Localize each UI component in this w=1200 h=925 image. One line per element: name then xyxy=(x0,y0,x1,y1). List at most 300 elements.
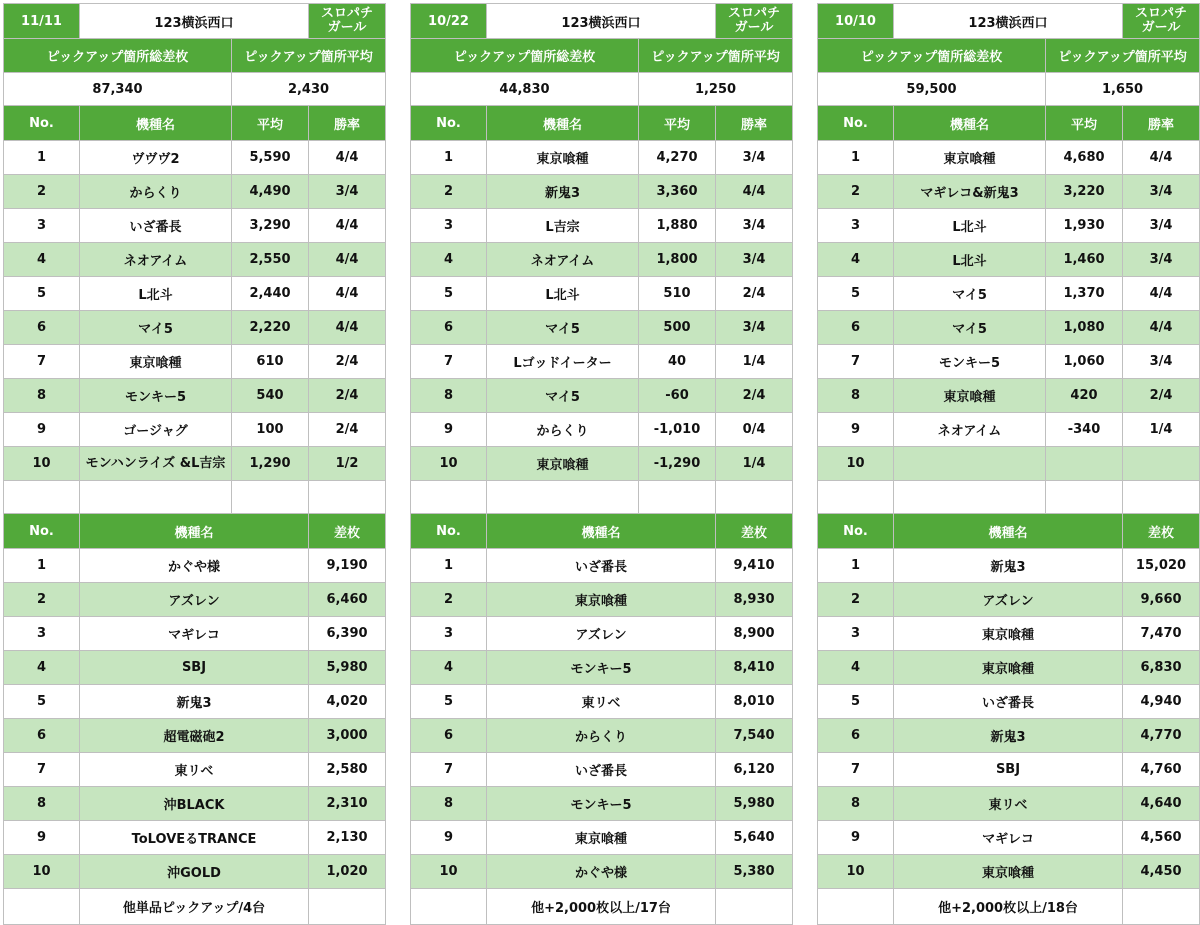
brand-label: スロパチガール xyxy=(1123,4,1200,39)
rank-cell: 9 xyxy=(411,821,487,855)
machine-name-cell: からくり xyxy=(80,175,232,209)
bottom-table-row xyxy=(411,753,793,787)
machine-name-cell: いざ番長 xyxy=(487,753,716,787)
rank-cell: 6 xyxy=(411,311,487,345)
win-rate-cell: 4/4 xyxy=(1123,277,1200,311)
total-label: ピックアップ箇所総差枚 xyxy=(818,39,1046,73)
machine-name-cell: 新鬼3 xyxy=(80,685,309,719)
average-cell: 5,590 xyxy=(232,141,309,175)
bottom-table-row xyxy=(818,719,1200,753)
machine-name-cell: 東京喰種 xyxy=(80,345,232,379)
diff-cell: 9,410 xyxy=(716,549,793,583)
win-rate-cell: 1/2 xyxy=(309,447,386,481)
bottom-table-row xyxy=(411,549,793,583)
machine-name-cell: マイ5 xyxy=(487,379,639,413)
rank-cell: 9 xyxy=(818,821,894,855)
bottom-table-row xyxy=(4,821,386,855)
top-header-cell: No. xyxy=(4,106,80,141)
diff-cell: 4,560 xyxy=(1123,821,1200,855)
top-table-row xyxy=(411,175,793,209)
rank-cell: 9 xyxy=(4,821,80,855)
footer-row xyxy=(4,889,386,925)
machine-name-cell: マイ5 xyxy=(487,311,639,345)
diff-cell: 4,450 xyxy=(1123,855,1200,889)
rank-cell: 6 xyxy=(4,719,80,753)
total-label: ピックアップ箇所総差枚 xyxy=(411,39,639,73)
bottom-table-row xyxy=(4,787,386,821)
machine-name-cell xyxy=(894,447,1046,481)
diff-cell: 4,020 xyxy=(309,685,386,719)
rank-cell: 6 xyxy=(411,719,487,753)
machine-name-cell: 東京喰種 xyxy=(894,617,1123,651)
machine-name-cell: モンキー5 xyxy=(894,345,1046,379)
bottom-table-row xyxy=(411,855,793,889)
footer-note: 他+2,000枚以上/18台 xyxy=(894,889,1123,925)
machine-name-cell: アズレン xyxy=(894,583,1123,617)
top-header-cell: 勝率 xyxy=(1123,106,1200,141)
rank-cell: 2 xyxy=(411,175,487,209)
diff-cell: 4,760 xyxy=(1123,753,1200,787)
machine-name-cell: いざ番長 xyxy=(894,685,1123,719)
panel-date: 10/22 xyxy=(411,4,487,39)
brand-label: スロパチガール xyxy=(716,4,793,39)
average-cell: 3,290 xyxy=(232,209,309,243)
rank-cell: 5 xyxy=(818,277,894,311)
average-label: ピックアップ箇所平均 xyxy=(639,39,793,73)
rank-cell: 4 xyxy=(411,243,487,277)
bottom-table-header xyxy=(411,514,793,549)
bottom-table-row xyxy=(4,617,386,651)
top-table-row xyxy=(4,277,386,311)
average-cell: 500 xyxy=(639,311,716,345)
average-cell: 4,490 xyxy=(232,175,309,209)
top-table-row xyxy=(411,345,793,379)
machine-name-cell: ネオアイム xyxy=(487,243,639,277)
machine-name-cell: モンハンライズ &L吉宗 xyxy=(80,447,232,481)
top-table-row xyxy=(4,311,386,345)
total-label: ピックアップ箇所総差枚 xyxy=(4,39,232,73)
top-table-header xyxy=(4,106,386,141)
bottom-table-row xyxy=(818,583,1200,617)
machine-name-cell: ネオアイム xyxy=(80,243,232,277)
average-cell: 1,290 xyxy=(232,447,309,481)
rank-cell: 10 xyxy=(818,447,894,481)
average-cell: 510 xyxy=(639,277,716,311)
rank-cell: 9 xyxy=(4,413,80,447)
bottom-table-row xyxy=(818,685,1200,719)
top-table-row xyxy=(818,175,1200,209)
bottom-table-row xyxy=(4,583,386,617)
machine-name-cell: マイ5 xyxy=(894,277,1046,311)
bottom-table-row xyxy=(818,855,1200,889)
machine-name-cell: マギレコ&新鬼3 xyxy=(894,175,1046,209)
spacer-cell xyxy=(716,481,793,514)
average-cell: 1,800 xyxy=(639,243,716,277)
win-rate-cell: 2/4 xyxy=(309,379,386,413)
panel-title-row xyxy=(411,4,793,39)
bottom-table-row xyxy=(411,787,793,821)
rank-cell: 7 xyxy=(818,753,894,787)
machine-name-cell: ゴージャグ xyxy=(80,413,232,447)
machine-name-cell: 東京喰種 xyxy=(894,141,1046,175)
rank-cell: 7 xyxy=(4,345,80,379)
machine-name-cell: かぐや様 xyxy=(487,855,716,889)
average-cell: 420 xyxy=(1046,379,1123,413)
machine-name-cell: SBJ xyxy=(894,753,1123,787)
spacer-row xyxy=(4,481,386,514)
average-cell: -60 xyxy=(639,379,716,413)
machine-name-cell: からくり xyxy=(487,413,639,447)
rank-cell: 7 xyxy=(4,753,80,787)
machine-name-cell: 沖GOLD xyxy=(80,855,309,889)
average-cell xyxy=(1046,447,1123,481)
top-header-cell: 機種名 xyxy=(487,106,639,141)
bottom-table-row xyxy=(818,651,1200,685)
rank-cell: 8 xyxy=(818,787,894,821)
summary-label-row xyxy=(818,39,1200,73)
bottom-table-header xyxy=(4,514,386,549)
rank-cell: 1 xyxy=(818,141,894,175)
bottom-table-row xyxy=(411,617,793,651)
machine-name-cell: 東リベ xyxy=(80,753,309,787)
win-rate-cell: 3/4 xyxy=(1123,345,1200,379)
machine-name-cell: 東京喰種 xyxy=(487,141,639,175)
top-table-row xyxy=(411,413,793,447)
spacer-cell xyxy=(80,481,232,514)
machine-name-cell: モンキー5 xyxy=(487,651,716,685)
win-rate-cell: 2/4 xyxy=(1123,379,1200,413)
top-table-row xyxy=(818,413,1200,447)
rank-cell: 3 xyxy=(4,209,80,243)
win-rate-cell: 3/4 xyxy=(1123,243,1200,277)
total-value: 87,340 xyxy=(4,73,232,106)
rank-cell: 3 xyxy=(411,209,487,243)
footer-blank-cell xyxy=(309,889,386,925)
top-table-row xyxy=(411,447,793,481)
win-rate-cell: 2/4 xyxy=(309,345,386,379)
bottom-table-row xyxy=(4,855,386,889)
win-rate-cell: 1/4 xyxy=(1123,413,1200,447)
bottom-table-row xyxy=(4,753,386,787)
rank-cell: 10 xyxy=(411,855,487,889)
spacer-cell xyxy=(639,481,716,514)
machine-name-cell: からくり xyxy=(487,719,716,753)
rank-cell: 1 xyxy=(4,141,80,175)
diff-cell: 7,540 xyxy=(716,719,793,753)
bottom-header-cell: 差枚 xyxy=(1123,514,1200,549)
win-rate-cell: 4/4 xyxy=(309,243,386,277)
footer-note: 他単品ピックアップ/4台 xyxy=(80,889,309,925)
average-cell: 40 xyxy=(639,345,716,379)
top-table-row xyxy=(411,311,793,345)
bottom-header-cell: 差枚 xyxy=(309,514,386,549)
rank-cell: 10 xyxy=(4,447,80,481)
footer-blank-cell xyxy=(411,889,487,925)
rank-cell: 6 xyxy=(4,311,80,345)
win-rate-cell: 3/4 xyxy=(716,243,793,277)
machine-name-cell: Lゴッドイーター xyxy=(487,345,639,379)
top-table-row xyxy=(411,379,793,413)
rank-cell: 3 xyxy=(818,209,894,243)
machine-name-cell: 東リベ xyxy=(487,685,716,719)
machine-name-cell: いざ番長 xyxy=(80,209,232,243)
machine-name-cell: ネオアイム xyxy=(894,413,1046,447)
diff-cell: 2,130 xyxy=(309,821,386,855)
rank-cell: 4 xyxy=(4,651,80,685)
diff-cell: 2,310 xyxy=(309,787,386,821)
average-cell: 1,080 xyxy=(1046,311,1123,345)
machine-name-cell: アズレン xyxy=(487,617,716,651)
win-rate-cell: 3/4 xyxy=(1123,175,1200,209)
footer-blank-cell xyxy=(716,889,793,925)
average-cell: 1,880 xyxy=(639,209,716,243)
bottom-table-row xyxy=(818,617,1200,651)
average-cell: 1,370 xyxy=(1046,277,1123,311)
rank-cell: 10 xyxy=(411,447,487,481)
summary-label-row xyxy=(411,39,793,73)
rank-cell: 5 xyxy=(411,685,487,719)
bottom-table-row xyxy=(818,549,1200,583)
average-cell: 4,680 xyxy=(1046,141,1123,175)
average-cell: 2,440 xyxy=(232,277,309,311)
bottom-header-cell: 機種名 xyxy=(894,514,1123,549)
summary-value-row xyxy=(411,73,793,106)
top-table-row xyxy=(411,277,793,311)
panel-date: 10/10 xyxy=(818,4,894,39)
panel-title-row xyxy=(818,4,1200,39)
win-rate-cell: 1/4 xyxy=(716,345,793,379)
diff-cell: 5,980 xyxy=(716,787,793,821)
average-cell: 1,060 xyxy=(1046,345,1123,379)
machine-name-cell: 沖BLACK xyxy=(80,787,309,821)
machine-name-cell: SBJ xyxy=(80,651,309,685)
rank-cell: 4 xyxy=(4,243,80,277)
rank-cell: 5 xyxy=(818,685,894,719)
top-table-row xyxy=(818,345,1200,379)
summary-value-row xyxy=(4,73,386,106)
top-header-cell: 勝率 xyxy=(716,106,793,141)
bottom-table-row xyxy=(411,821,793,855)
top-table-row xyxy=(411,209,793,243)
bottom-table-row xyxy=(411,719,793,753)
average-cell: 100 xyxy=(232,413,309,447)
diff-cell: 1,020 xyxy=(309,855,386,889)
bottom-table-header xyxy=(818,514,1200,549)
diff-cell: 8,900 xyxy=(716,617,793,651)
summary-label-row xyxy=(4,39,386,73)
machine-name-cell: アズレン xyxy=(80,583,309,617)
machine-name-cell: 新鬼3 xyxy=(487,175,639,209)
bottom-header-cell: 機種名 xyxy=(80,514,309,549)
average-value: 1,250 xyxy=(639,73,793,106)
top-table-row xyxy=(818,277,1200,311)
top-header-cell: 機種名 xyxy=(894,106,1046,141)
win-rate-cell: 4/4 xyxy=(716,175,793,209)
bottom-table-row xyxy=(411,583,793,617)
bottom-header-cell: 機種名 xyxy=(487,514,716,549)
diff-cell: 8,010 xyxy=(716,685,793,719)
average-cell: 1,460 xyxy=(1046,243,1123,277)
spacer-cell xyxy=(4,481,80,514)
rank-cell: 6 xyxy=(818,719,894,753)
top-header-cell: 勝率 xyxy=(309,106,386,141)
rank-cell: 4 xyxy=(411,651,487,685)
machine-name-cell: ToLOVEるTRANCE xyxy=(80,821,309,855)
top-header-cell: No. xyxy=(818,106,894,141)
spacer-cell xyxy=(487,481,639,514)
machine-name-cell: マイ5 xyxy=(80,311,232,345)
footer-note: 他+2,000枚以上/17台 xyxy=(487,889,716,925)
bottom-header-cell: 差枚 xyxy=(716,514,793,549)
footer-row xyxy=(411,889,793,925)
brand-label: スロパチガール xyxy=(309,4,386,39)
footer-row xyxy=(818,889,1200,925)
top-table-row xyxy=(411,141,793,175)
spacer-cell xyxy=(818,481,894,514)
rank-cell: 1 xyxy=(4,549,80,583)
win-rate-cell: 2/4 xyxy=(716,277,793,311)
diff-cell: 6,390 xyxy=(309,617,386,651)
bottom-table-row xyxy=(818,753,1200,787)
average-cell: 540 xyxy=(232,379,309,413)
bottom-table-row xyxy=(4,685,386,719)
rank-cell: 9 xyxy=(411,413,487,447)
machine-name-cell: マギレコ xyxy=(894,821,1123,855)
win-rate-cell: 3/4 xyxy=(716,311,793,345)
top-table-header xyxy=(411,106,793,141)
panel-title-row xyxy=(4,4,386,39)
bottom-table-row xyxy=(818,787,1200,821)
diff-cell: 9,660 xyxy=(1123,583,1200,617)
top-table-header xyxy=(818,106,1200,141)
rank-cell: 2 xyxy=(4,175,80,209)
bottom-table-row xyxy=(411,685,793,719)
summary-value-row xyxy=(818,73,1200,106)
win-rate-cell: 4/4 xyxy=(309,141,386,175)
rank-cell: 2 xyxy=(818,175,894,209)
win-rate-cell: 3/4 xyxy=(1123,209,1200,243)
average-cell: -340 xyxy=(1046,413,1123,447)
diff-cell: 5,640 xyxy=(716,821,793,855)
rank-cell: 1 xyxy=(818,549,894,583)
average-value: 2,430 xyxy=(232,73,386,106)
spacer-cell xyxy=(894,481,1046,514)
machine-name-cell: 新鬼3 xyxy=(894,719,1123,753)
win-rate-cell: 0/4 xyxy=(716,413,793,447)
average-cell: 610 xyxy=(232,345,309,379)
win-rate-cell: 4/4 xyxy=(1123,311,1200,345)
average-cell: -1,010 xyxy=(639,413,716,447)
top-table-row xyxy=(4,379,386,413)
diff-cell: 2,580 xyxy=(309,753,386,787)
spacer-cell xyxy=(232,481,309,514)
spacer-cell xyxy=(1046,481,1123,514)
win-rate-cell: 4/4 xyxy=(1123,141,1200,175)
average-cell: 2,220 xyxy=(232,311,309,345)
bottom-header-cell: No. xyxy=(818,514,894,549)
average-cell: -1,290 xyxy=(639,447,716,481)
top-header-cell: 平均 xyxy=(1046,106,1123,141)
machine-name-cell: 東京喰種 xyxy=(487,821,716,855)
machine-name-cell: 東京喰種 xyxy=(487,583,716,617)
machine-name-cell: マギレコ xyxy=(80,617,309,651)
machine-name-cell: L北斗 xyxy=(894,209,1046,243)
rank-cell: 4 xyxy=(818,243,894,277)
machine-name-cell: 東京喰種 xyxy=(487,447,639,481)
bottom-table-row xyxy=(4,719,386,753)
shop-name: 123横浜西口 xyxy=(894,4,1123,39)
rank-cell: 5 xyxy=(411,277,487,311)
spacer-row xyxy=(411,481,793,514)
rank-cell: 3 xyxy=(411,617,487,651)
win-rate-cell: 3/4 xyxy=(716,141,793,175)
top-table-row xyxy=(4,345,386,379)
spacer-cell xyxy=(309,481,386,514)
shop-name: 123横浜西口 xyxy=(80,4,309,39)
average-cell: 3,360 xyxy=(639,175,716,209)
bottom-header-cell: No. xyxy=(411,514,487,549)
top-table-row xyxy=(4,413,386,447)
rank-cell: 8 xyxy=(4,787,80,821)
spacer-row xyxy=(818,481,1200,514)
top-table-row xyxy=(4,175,386,209)
machine-name-cell: L吉宗 xyxy=(487,209,639,243)
top-table-row xyxy=(818,141,1200,175)
bottom-header-cell: No. xyxy=(4,514,80,549)
machine-name-cell: L北斗 xyxy=(80,277,232,311)
diff-cell: 5,380 xyxy=(716,855,793,889)
win-rate-cell: 4/4 xyxy=(309,209,386,243)
machine-name-cell: 新鬼3 xyxy=(894,549,1123,583)
total-value: 59,500 xyxy=(818,73,1046,106)
top-table-row xyxy=(4,141,386,175)
rank-cell: 7 xyxy=(411,345,487,379)
result-panel xyxy=(3,3,386,925)
bottom-table-row xyxy=(818,821,1200,855)
footer-blank-cell xyxy=(1123,889,1200,925)
win-rate-cell: 4/4 xyxy=(309,277,386,311)
rank-cell: 7 xyxy=(411,753,487,787)
machine-name-cell: 東京喰種 xyxy=(894,855,1123,889)
diff-cell: 4,940 xyxy=(1123,685,1200,719)
machine-name-cell: 超電磁砲2 xyxy=(80,719,309,753)
win-rate-cell: 1/4 xyxy=(716,447,793,481)
machine-name-cell: 東リベ xyxy=(894,787,1123,821)
rank-cell: 9 xyxy=(818,413,894,447)
win-rate-cell: 4/4 xyxy=(309,311,386,345)
diff-cell: 8,930 xyxy=(716,583,793,617)
diff-cell: 6,830 xyxy=(1123,651,1200,685)
top-header-cell: 平均 xyxy=(639,106,716,141)
diff-cell: 6,120 xyxy=(716,753,793,787)
machine-name-cell: L北斗 xyxy=(894,243,1046,277)
top-header-cell: No. xyxy=(411,106,487,141)
win-rate-cell: 3/4 xyxy=(716,209,793,243)
top-table-row xyxy=(818,243,1200,277)
top-table-row xyxy=(4,447,386,481)
diff-cell: 8,410 xyxy=(716,651,793,685)
diff-cell: 9,190 xyxy=(309,549,386,583)
rank-cell: 1 xyxy=(411,549,487,583)
average-cell: 1,930 xyxy=(1046,209,1123,243)
machine-name-cell: マイ5 xyxy=(894,311,1046,345)
top-table-row xyxy=(818,311,1200,345)
rank-cell: 3 xyxy=(818,617,894,651)
top-header-cell: 平均 xyxy=(232,106,309,141)
average-cell: 3,220 xyxy=(1046,175,1123,209)
rank-cell: 8 xyxy=(411,787,487,821)
rank-cell: 2 xyxy=(818,583,894,617)
